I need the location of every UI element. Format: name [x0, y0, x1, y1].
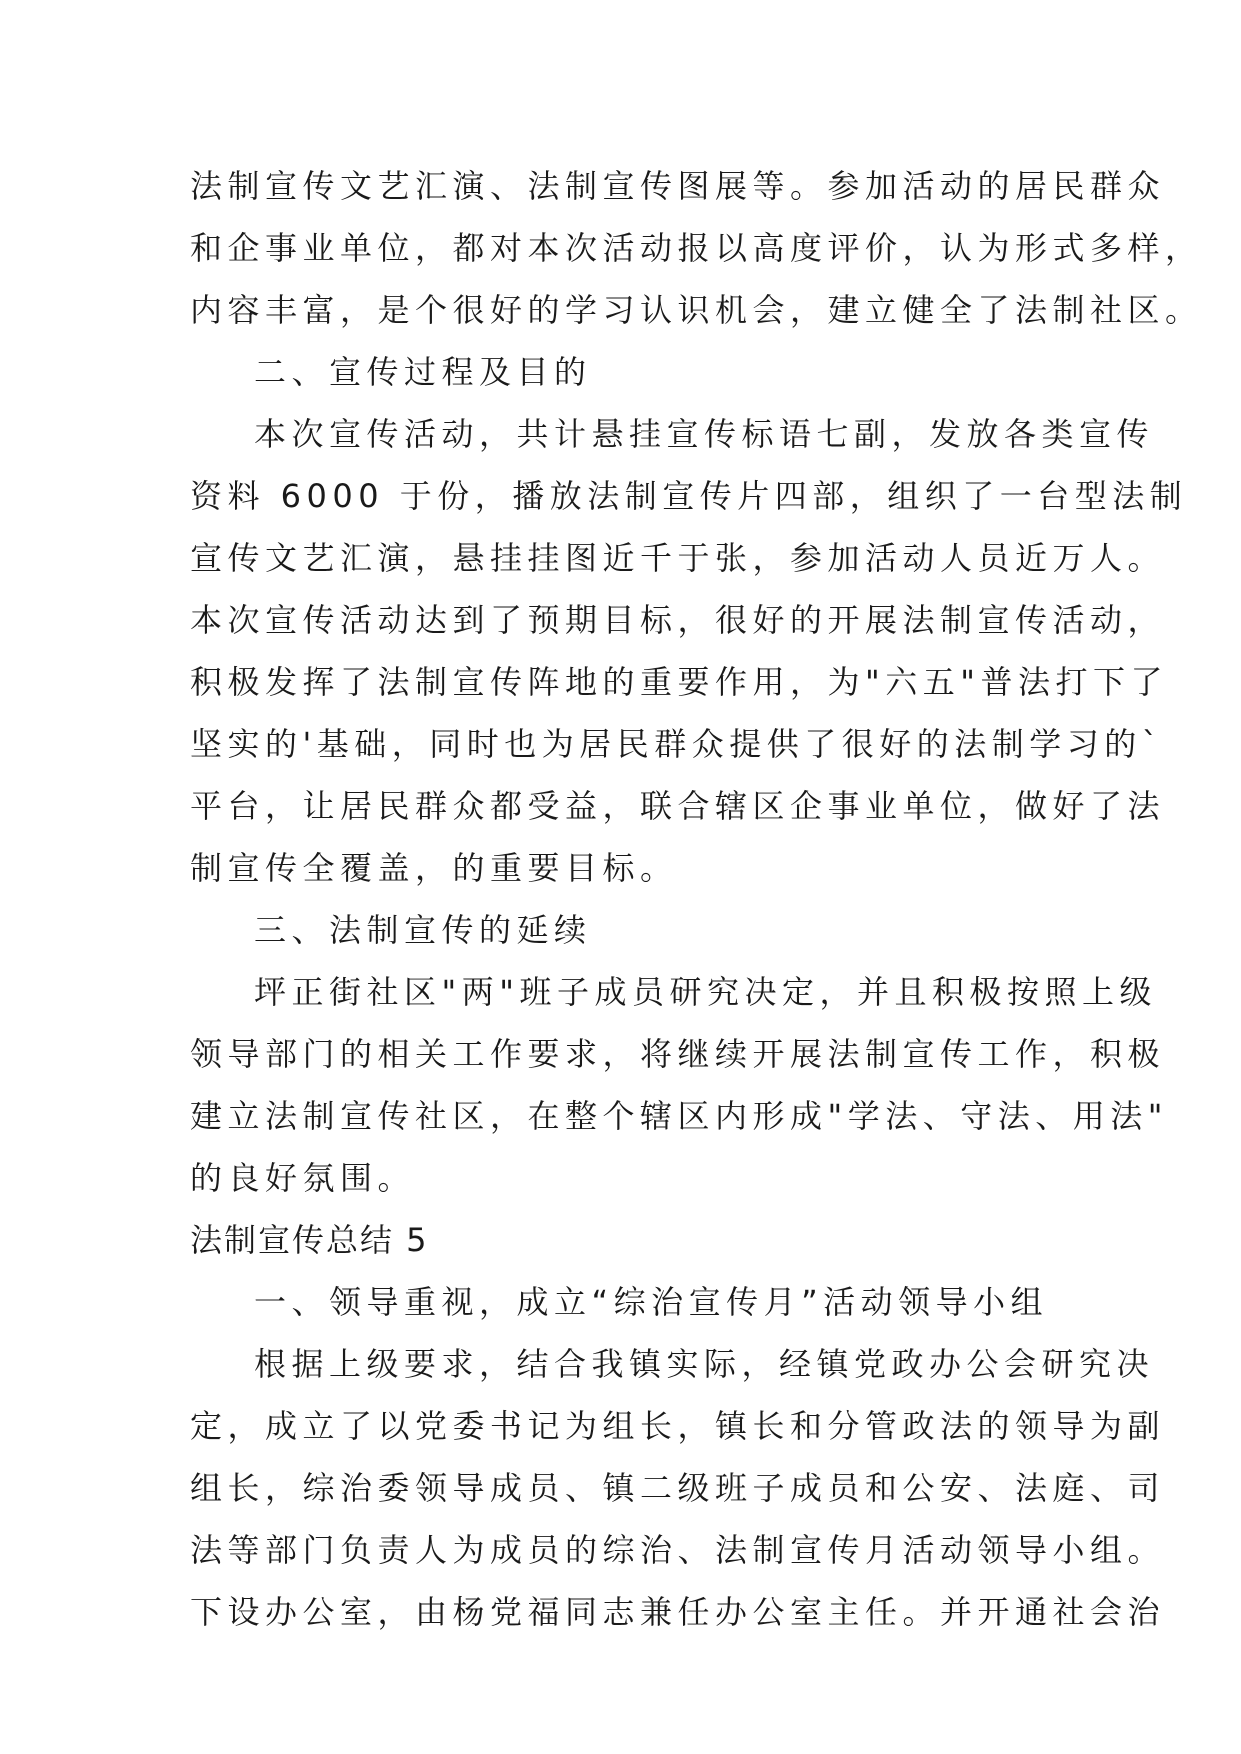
paragraph-line: 组长，综治委领导成员、镇二级班子成员和公安、法庭、司: [190, 1469, 1166, 1507]
paragraph-line: 定，成立了以党委书记为组长，镇长和分管政法的领导为副: [190, 1407, 1166, 1445]
paragraph-line: 的良好氛围。: [190, 1159, 416, 1197]
paragraph-line: 坪正街社区"两"班子成员研究决定，并且积极按照上级: [254, 973, 1157, 1011]
paragraph-line: 法等部门负责人为成员的综治、法制宣传月活动领导小组。: [190, 1531, 1166, 1569]
paragraph-line: 资料 6000 于份，播放法制宣传片四部，组织了一台型法制: [190, 477, 1188, 515]
paragraph-line: 本次宣传活动，共计悬挂宣传标语七副，发放各类宣传: [254, 415, 1155, 453]
paragraph-line: 宣传文艺汇演，悬挂挂图近千于张，参加活动人员近万人。: [190, 539, 1166, 577]
section-heading: 三、法制宣传的延续: [254, 911, 592, 949]
document-title: 法制宣传总结 5: [190, 1221, 429, 1259]
document-page: [190, 155, 1203, 1643]
paragraph-line: 平台，让居民群众都受益，联合辖区企事业单位，做好了法: [190, 787, 1166, 825]
paragraph-line: 法制宣传文艺汇演、法制宣传图展等。参加活动的居民群众: [190, 167, 1166, 205]
paragraph-line: 根据上级要求，结合我镇实际，经镇党政办公会研究决: [254, 1345, 1155, 1383]
paragraph-line: 领导部门的相关工作要求，将继续开展法制宣传工作，积极: [190, 1035, 1166, 1073]
paragraph-line: 和企事业单位，都对本次活动报以高度评价，认为形式多样，: [190, 229, 1203, 267]
section-heading: 一、领导重视，成立“综治宣传月”活动领导小组: [254, 1283, 1049, 1321]
paragraph-line: 下设办公室，由杨党福同志兼任办公室主任。并开通社会治: [190, 1593, 1166, 1631]
paragraph-line: 制宣传全覆盖，的重要目标。: [190, 849, 678, 887]
paragraph-line: 内容丰富，是个很好的学习认识机会，建立健全了法制社区。: [190, 291, 1203, 329]
paragraph-line: 坚实的'基础，同时也为居民群众提供了很好的法制学习的`: [190, 725, 1164, 763]
paragraph-line: 建立法制宣传社区，在整个辖区内形成"学法、守法、用法": [190, 1097, 1168, 1135]
section-heading: 二、宣传过程及目的: [254, 353, 592, 391]
paragraph-line: 积极发挥了法制宣传阵地的重要作用，为"六五"普法打下了: [190, 663, 1168, 701]
paragraph-line: 本次宣传活动达到了预期目标，很好的开展法制宣传活动，: [190, 601, 1166, 639]
